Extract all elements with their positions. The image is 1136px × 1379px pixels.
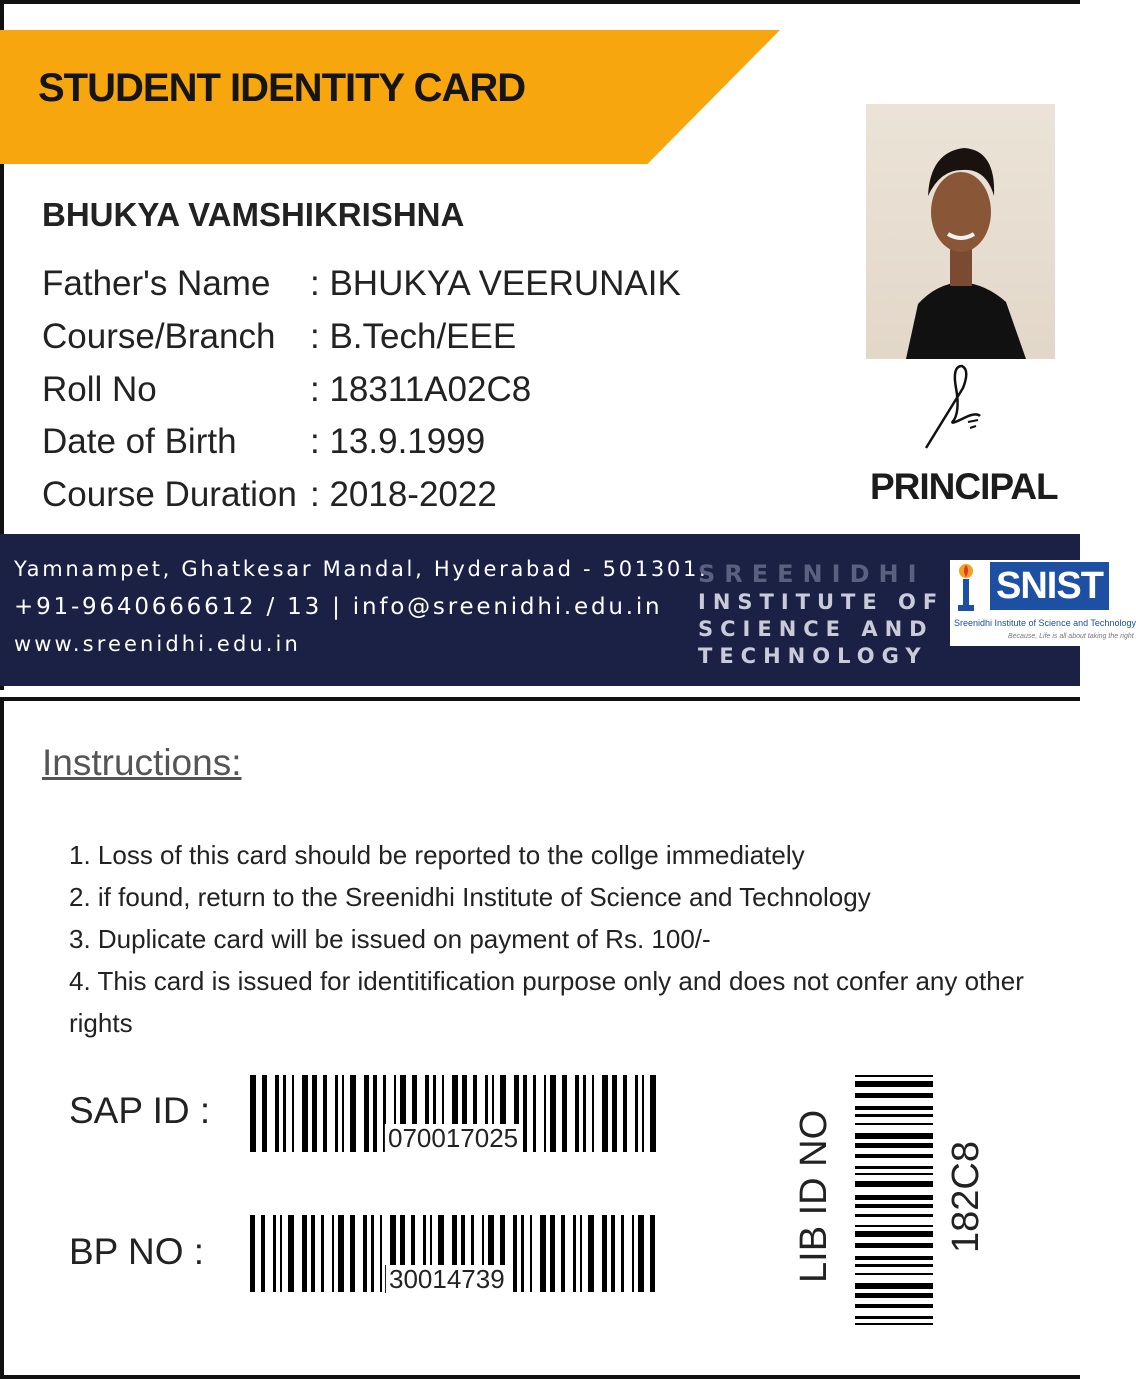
barcode-bar	[283, 1075, 286, 1152]
field-label: Date of Birth	[42, 422, 237, 461]
barcode-bar	[262, 1075, 267, 1152]
barcode-bar	[332, 1215, 334, 1292]
field-value: : BHUKYA VEERUNAIK	[310, 264, 681, 303]
barcode-bar	[611, 1215, 615, 1292]
barcode-bar	[638, 1215, 644, 1292]
instructions-title: Instructions:	[42, 742, 242, 783]
barcode-bar	[855, 1106, 933, 1110]
barcode-bar	[371, 1215, 374, 1292]
barcode-bar	[342, 1075, 344, 1152]
barcode-bar	[855, 1273, 933, 1275]
field-course-branch	[42, 317, 516, 357]
barcode-bar	[373, 1075, 377, 1152]
barcode-bar	[562, 1075, 567, 1152]
lib-id-label: LIB ID NO	[793, 1109, 835, 1283]
lib-id-value: 182C8	[945, 1141, 987, 1253]
field-label: Course Duration	[42, 475, 297, 514]
barcode-bar	[855, 1081, 933, 1087]
barcode-bar	[573, 1215, 576, 1292]
barcode-bar	[513, 1215, 517, 1292]
barcode-bar	[302, 1075, 308, 1152]
principal-label: PRINCIPAL	[870, 466, 1058, 507]
barcode-bar	[338, 1215, 344, 1292]
barcode-bar	[580, 1215, 582, 1292]
institute-name-line: SCIENCE AND	[698, 617, 934, 641]
field-value: : 13.9.1999	[310, 422, 486, 461]
barcode-bar	[323, 1075, 327, 1152]
barcode-bar	[855, 1204, 933, 1208]
institute-name-line: TECHNOLOGY	[698, 644, 928, 668]
barcode-bar	[855, 1114, 933, 1117]
list-item: 3. Duplicate card will be issued on payment of Rs. 100/-	[69, 924, 711, 954]
barcode-bar	[855, 1323, 933, 1325]
barcode-bar	[642, 1075, 644, 1152]
person-silhouette-icon	[866, 104, 1055, 359]
field-course-duration	[42, 475, 497, 515]
barcode-bar	[550, 1215, 555, 1292]
snist-logo	[950, 560, 1136, 646]
instructions-list	[69, 834, 1059, 1044]
barcode-bar	[335, 1075, 338, 1152]
field-fathers-name	[42, 264, 681, 304]
field-date-of-birth	[42, 422, 485, 462]
barcode-bar	[602, 1075, 608, 1152]
barcode-bar	[650, 1215, 655, 1292]
barcode-bar	[364, 1075, 369, 1152]
barcode-bar	[855, 1195, 933, 1200]
list-item: 2. if found, return to the Sreenidhi Institute of Science and Technology	[69, 882, 871, 912]
field-label: Father's Name	[42, 264, 271, 303]
barcode-bar	[550, 1075, 556, 1152]
field-value: : 18311A02C8	[310, 370, 532, 409]
barcode-bar	[363, 1215, 367, 1292]
barcode-bar	[855, 1264, 933, 1267]
barcode-bar	[575, 1075, 579, 1152]
barcode-bar	[521, 1215, 524, 1292]
barcode-bar	[540, 1215, 546, 1292]
bp-no-value: 30014739	[385, 1265, 508, 1293]
logo-tagline: Because, Life is all about taking the right	[1008, 633, 1134, 640]
torch-icon	[954, 562, 978, 614]
field-value: : 2018-2022	[310, 475, 497, 514]
barcode-bar	[855, 1231, 933, 1237]
barcode-bar	[855, 1283, 933, 1289]
barcode-bar	[855, 1166, 933, 1169]
barcode-bar	[855, 1214, 933, 1217]
lib-barcode	[855, 1075, 933, 1327]
logo-text: SNIST	[990, 562, 1109, 610]
barcode-bar	[312, 1075, 317, 1152]
barcode-bar	[280, 1215, 282, 1292]
barcode-bar	[261, 1215, 265, 1292]
barcode-bar	[273, 1215, 276, 1292]
barcode-bar	[530, 1215, 532, 1292]
barcode-bar	[602, 1215, 607, 1292]
barcode-bar	[855, 1075, 933, 1077]
barcode-bar	[275, 1075, 279, 1152]
barcode-bar	[855, 1133, 933, 1139]
address-text: Yamnampet, Ghatkesar Mandal, Hyderabad - 501301.	[14, 557, 709, 581]
barcode-bar	[855, 1316, 933, 1319]
barcode-bar	[523, 1075, 527, 1152]
barcode-bar	[250, 1075, 256, 1152]
list-item: 4. This card is issued for identitification purpose only and does not confer any other rights	[69, 966, 1024, 1038]
field-value: : B.Tech/EEE	[310, 317, 517, 356]
barcode-bar	[302, 1215, 307, 1292]
barcode-bar	[855, 1173, 933, 1175]
bp-no-label: BP NO :	[69, 1231, 205, 1272]
barcode-bar	[350, 1215, 355, 1292]
barcode-bar	[592, 1075, 594, 1152]
barcode-bar	[855, 1181, 933, 1187]
barcode-bar	[855, 1243, 933, 1248]
barcode-bar	[544, 1075, 546, 1152]
field-label: Course/Branch	[42, 317, 276, 356]
phone-email-text: +91-9640666612 / 13 | info@sreenidhi.edu.in	[14, 594, 663, 620]
website-link[interactable]: www.sreenidhi.edu.in	[14, 632, 301, 656]
barcode-bar	[855, 1293, 933, 1298]
barcode-bar	[288, 1215, 294, 1292]
student-name: BHUKYA VAMSHIKRISHNA	[42, 196, 465, 233]
barcode-bar	[635, 1075, 638, 1152]
barcode-bar	[588, 1215, 594, 1292]
barcode-bar	[621, 1215, 624, 1292]
barcode-bar	[350, 1075, 356, 1152]
student-photo	[866, 104, 1055, 359]
barcode-bar	[533, 1075, 536, 1152]
barcode-bar	[855, 1304, 933, 1308]
barcode-bar	[632, 1215, 634, 1292]
barcode-bar	[612, 1075, 617, 1152]
barcode-bar	[855, 1123, 933, 1125]
barcode-bar	[623, 1075, 627, 1152]
field-label: Roll No	[42, 370, 157, 409]
field-roll-no	[42, 370, 531, 410]
barcode-bar	[855, 1143, 933, 1148]
sap-id-value: 070017025	[384, 1124, 521, 1152]
barcode-bar	[855, 1093, 933, 1098]
card-title: STUDENT IDENTITY CARD	[38, 66, 526, 110]
barcode-bar	[855, 1154, 933, 1158]
sap-id-label: SAP ID :	[69, 1090, 211, 1131]
barcode-bar	[292, 1075, 294, 1152]
list-item: 1. Loss of this card should be reported to the collge immediately	[69, 840, 805, 870]
barcode-bar	[650, 1075, 656, 1152]
barcode-bar	[855, 1256, 933, 1260]
barcode-bar	[250, 1215, 255, 1292]
institute-name-line: INSTITUTE OF	[698, 590, 945, 614]
barcode-bar	[561, 1215, 565, 1292]
barcode-bar	[855, 1225, 933, 1227]
principal-signature-icon	[918, 360, 988, 455]
barcode-bar	[583, 1075, 586, 1152]
logo-subtitle: Sreenidhi Institute of Science and Technology	[954, 618, 1136, 628]
barcode-bar	[380, 1215, 382, 1292]
institute-name-line: SREENIDHI	[698, 560, 926, 588]
barcode-bar	[321, 1215, 324, 1292]
barcode-bar	[311, 1215, 315, 1292]
